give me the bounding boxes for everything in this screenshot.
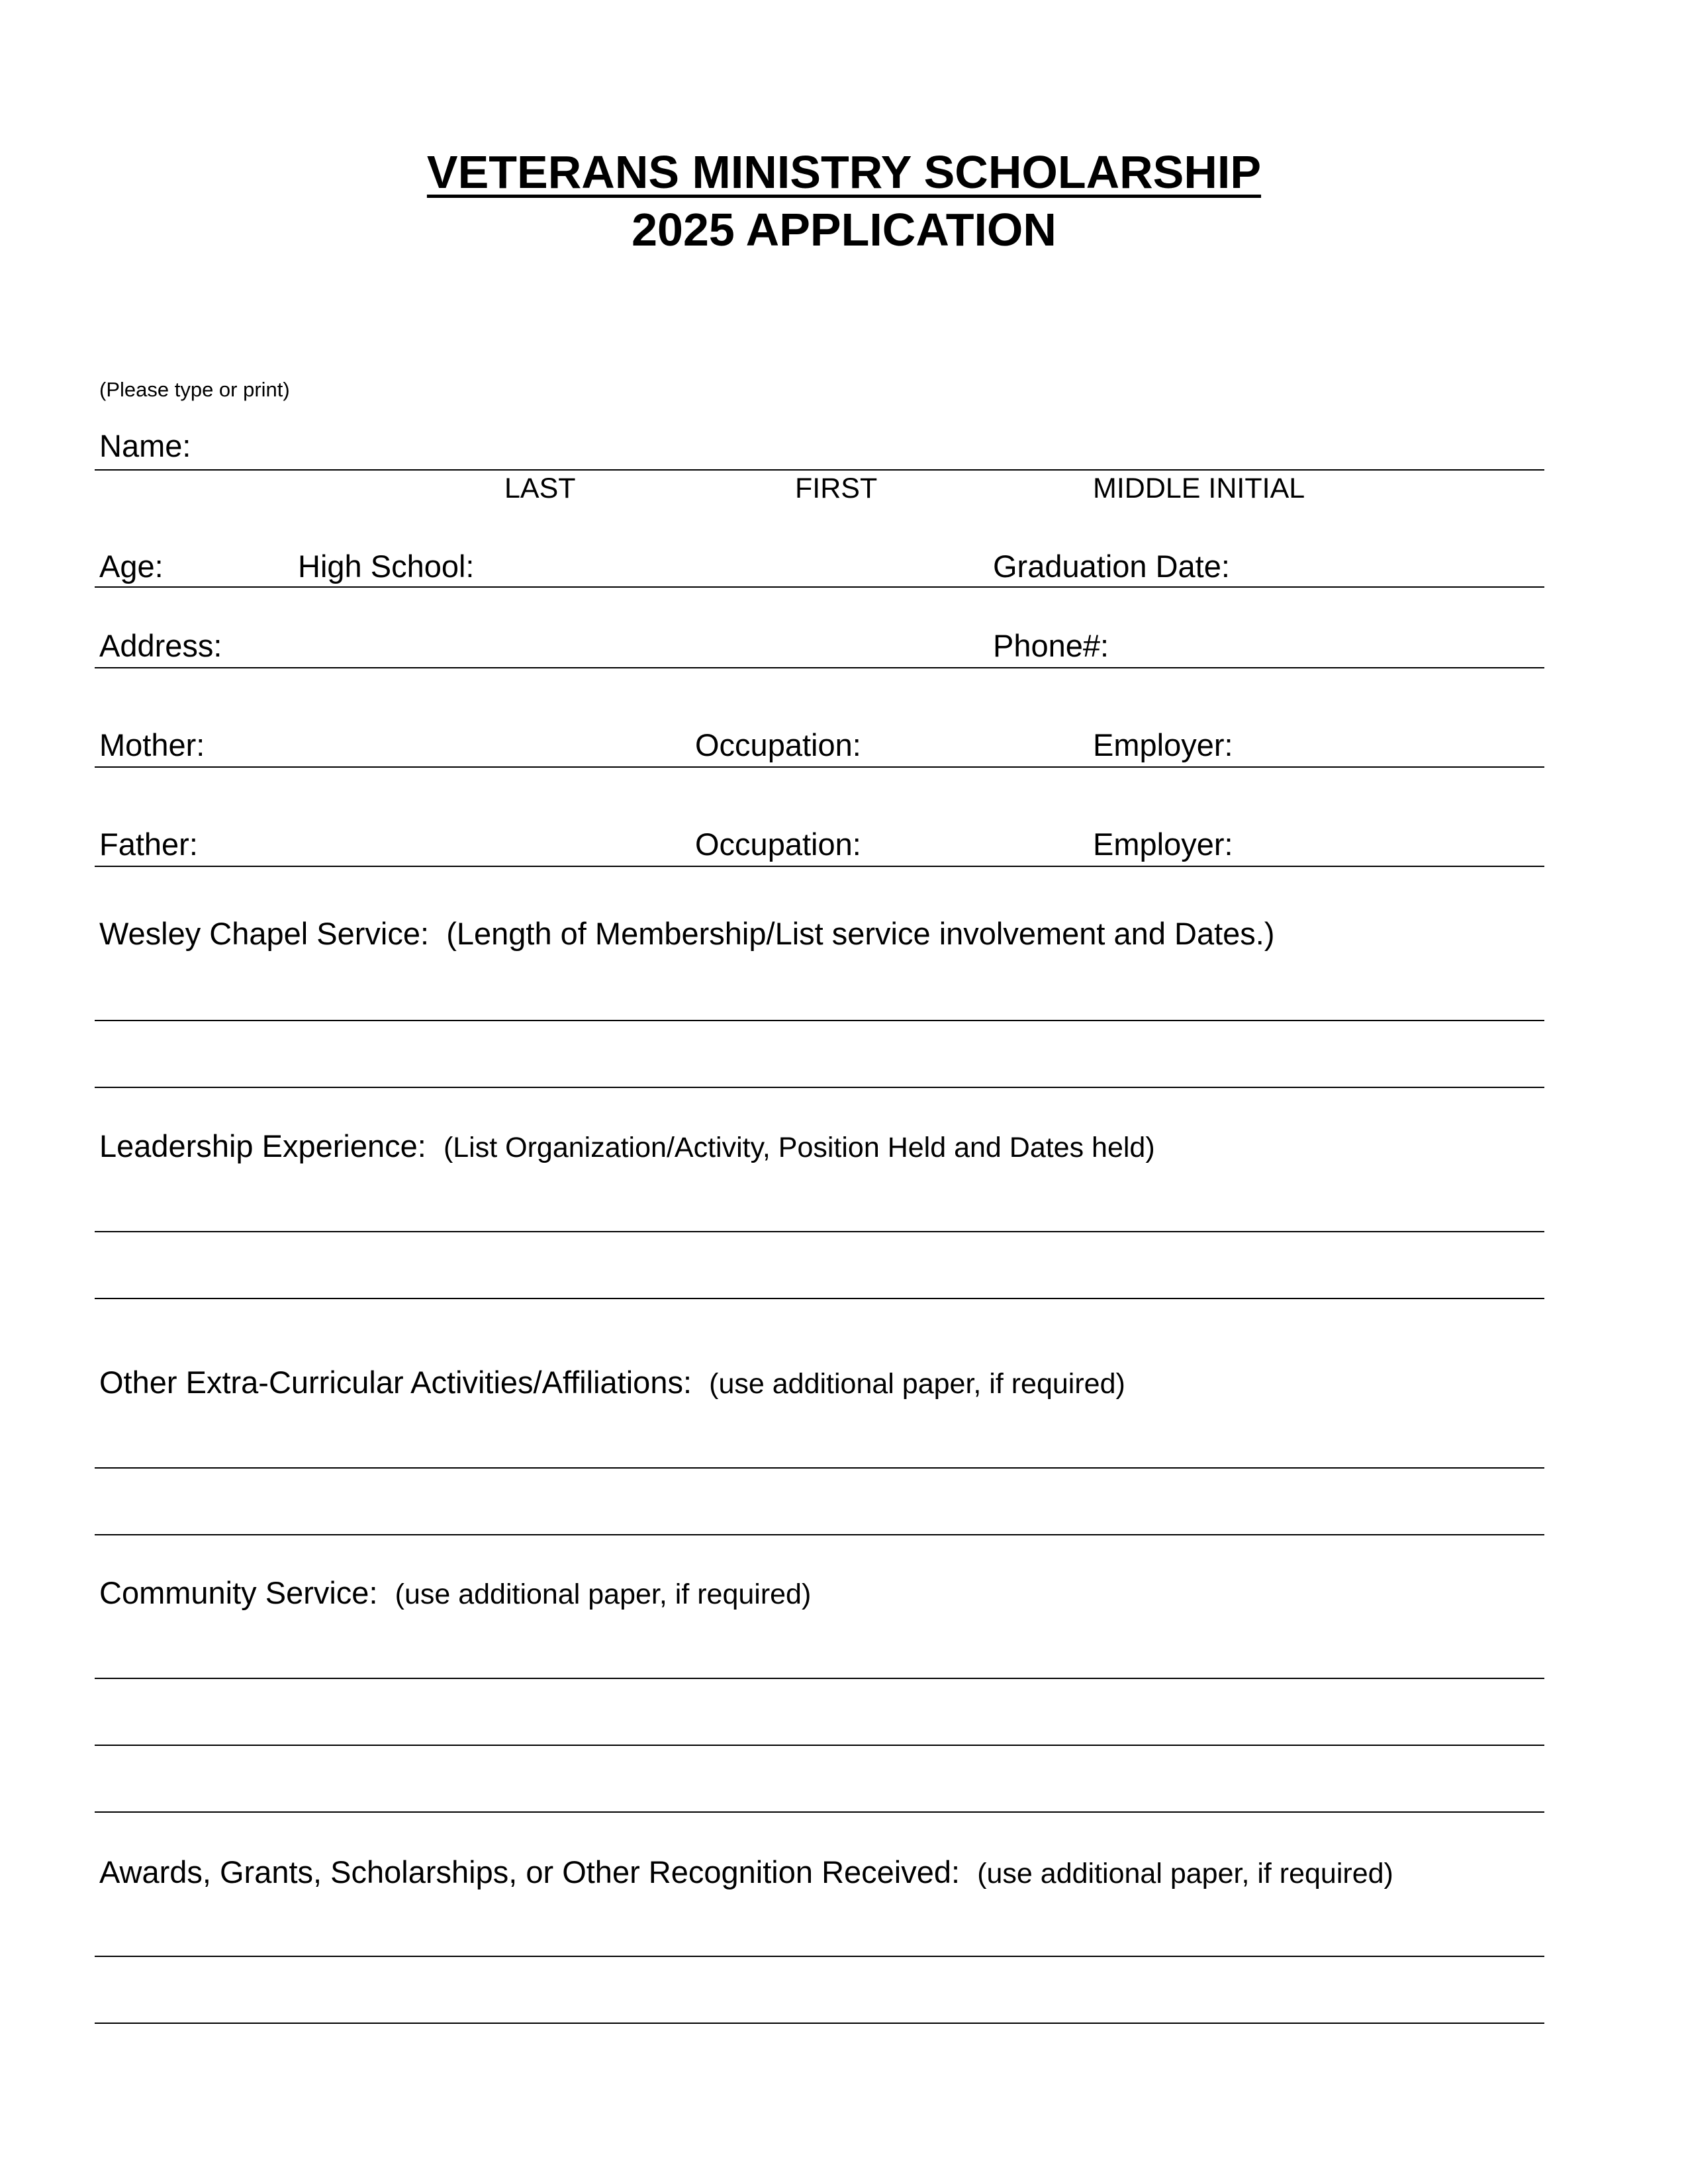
phone-label: Phone#:: [993, 628, 1109, 663]
community-line-1[interactable]: [95, 1678, 1544, 1679]
leadership-label: Leadership Experience:: [99, 1128, 426, 1163]
first-sublabel: FIRST: [795, 473, 878, 504]
community-service-section: [99, 1577, 811, 1609]
name-line[interactable]: [95, 469, 1544, 471]
instructions-note: (Please type or print): [99, 378, 290, 401]
address-line[interactable]: [95, 667, 1544, 668]
extracurricular-line-1[interactable]: [95, 1467, 1544, 1469]
mother-occupation-label: Occupation:: [695, 727, 861, 762]
awards-note: (use additional paper, if required): [977, 1858, 1393, 1889]
last-sublabel: LAST: [504, 473, 576, 504]
leadership-note: (List Organization/Activity, Position Held and Dates held): [443, 1132, 1155, 1163]
wesley-line-1[interactable]: [95, 1020, 1544, 1021]
leadership-line-1[interactable]: [95, 1231, 1544, 1232]
father-occupation-label: Occupation:: [695, 827, 861, 862]
form-subtitle: 2025 APPLICATION: [632, 204, 1056, 255]
awards-section: [99, 1856, 1393, 1888]
middle-initial-sublabel: MIDDLE INITIAL: [1093, 473, 1305, 504]
leadership-section: [99, 1130, 1155, 1162]
father-employer-label: Employer:: [1093, 827, 1233, 862]
wesley-chapel-section: [99, 918, 1275, 949]
form-title: VETERANS MINISTRY SCHOLARSHIP: [426, 146, 1262, 198]
extracurricular-note: (use additional paper, if required): [709, 1368, 1125, 1400]
address-label: Address:: [99, 628, 222, 663]
extracurricular-label: Other Extra-Curricular Activities/Affiliations:: [99, 1365, 692, 1400]
extracurricular-line-2[interactable]: [95, 1534, 1544, 1535]
school-line[interactable]: [95, 586, 1544, 588]
wesley-chapel-label: Wesley Chapel Service:: [99, 916, 430, 951]
community-service-note: (use additional paper, if required): [395, 1578, 812, 1610]
age-label: Age:: [99, 549, 164, 584]
community-line-2[interactable]: [95, 1745, 1544, 1746]
name-label: Name:: [99, 428, 191, 463]
leadership-line-2[interactable]: [95, 1298, 1544, 1299]
awards-line-2[interactable]: [95, 2023, 1544, 2024]
awards-line-1[interactable]: [95, 1956, 1544, 1957]
wesley-chapel-note: (Length of Membership/List service involvement and Dates.): [446, 916, 1275, 951]
mother-line[interactable]: [95, 766, 1544, 768]
extracurricular-section: [99, 1367, 1125, 1398]
high-school-label: High School:: [298, 549, 475, 584]
community-line-3[interactable]: [95, 1811, 1544, 1813]
father-line[interactable]: [95, 866, 1544, 867]
graduation-date-label: Graduation Date:: [993, 549, 1230, 584]
community-service-label: Community Service:: [99, 1575, 378, 1610]
mother-employer-label: Employer:: [1093, 727, 1233, 762]
mother-label: Mother:: [99, 727, 205, 762]
wesley-line-2[interactable]: [95, 1087, 1544, 1088]
father-label: Father:: [99, 827, 198, 862]
awards-label: Awards, Grants, Scholarships, or Other Recognition Received:: [99, 1854, 961, 1889]
